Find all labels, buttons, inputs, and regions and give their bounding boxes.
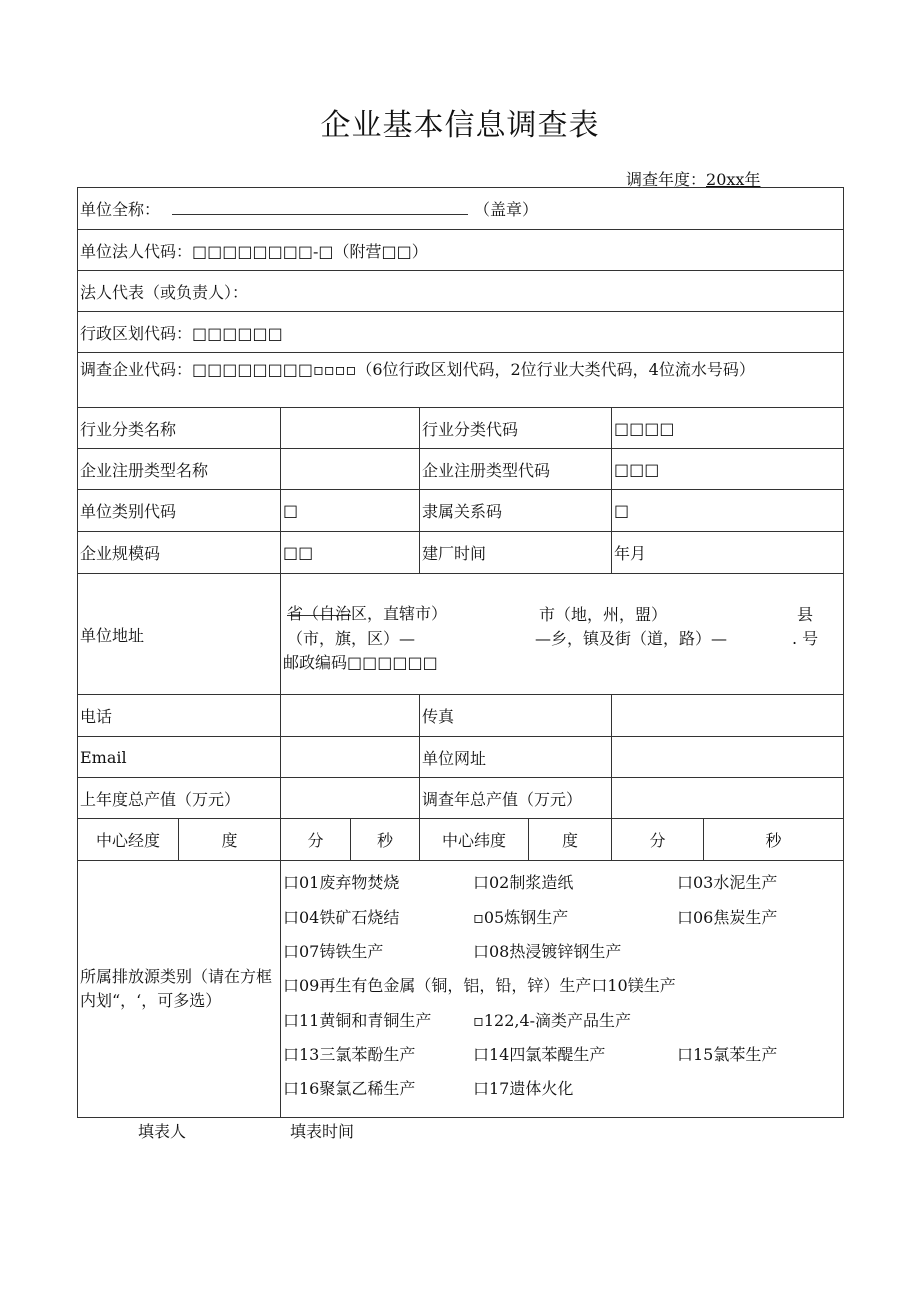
emission-source-options <box>281 861 844 1118</box>
emission-source-label: 所属排放源类别（请在方框内划“，‘，可多选） <box>78 861 281 1118</box>
admin-code-row: 行政区划代码：□□□□□□ <box>78 312 844 353</box>
industry-name-field[interactable] <box>281 408 420 449</box>
unit-name-row <box>78 188 844 230</box>
address-number: . 号 <box>792 629 819 648</box>
source-option[interactable]: 口13三氯苯酚生产 <box>283 1044 416 1064</box>
website-label: 单位网址 <box>420 737 612 778</box>
address-county: 县 <box>797 605 814 624</box>
address-province: 省（自治区，直辖市） <box>287 604 448 623</box>
industry-name-label: 行业分类名称 <box>78 408 281 449</box>
email-label: Email <box>78 737 281 778</box>
scale-field[interactable]: □□ <box>281 532 420 574</box>
build-time-label: 建厂时间 <box>420 532 612 574</box>
source-option[interactable]: 口04铁矿石烧结 <box>283 907 400 927</box>
source-option[interactable]: 口03水泥生产 <box>677 872 778 892</box>
latitude-minute[interactable]: 分 <box>612 819 704 861</box>
unit-name-field[interactable] <box>172 198 468 215</box>
unit-type-label: 单位类别代码 <box>78 490 281 532</box>
longitude-label: 中心经度 <box>78 819 179 861</box>
unit-type-field[interactable]: □ <box>281 490 420 532</box>
latitude-degree[interactable]: 度 <box>529 819 612 861</box>
survey-year-label: 调查年度： <box>626 170 707 189</box>
fax-label: 传真 <box>420 695 612 737</box>
source-option[interactable]: 口07铸铁生产 <box>283 941 384 961</box>
legal-code-row: 单位法人代码：□□□□□□□□-□（附营□□） <box>78 230 844 271</box>
reg-type-code-field[interactable]: □□□ <box>612 449 844 490</box>
survey-year-value: 20xx年 <box>706 170 761 189</box>
source-option[interactable]: 口08热浸镀锌钢生产 <box>473 941 622 961</box>
affiliation-field[interactable]: □ <box>612 490 844 532</box>
industry-code-field[interactable]: □□□□ <box>612 408 844 449</box>
source-option[interactable]: 口15氯苯生产 <box>677 1044 778 1064</box>
filler-label: 填表人 <box>138 1122 187 1141</box>
longitude-minute[interactable]: 分 <box>281 819 351 861</box>
fill-time-label: 填表时间 <box>290 1122 355 1141</box>
longitude-second[interactable]: 秒 <box>351 819 420 861</box>
source-option[interactable]: 口11黄铜和青铜生产 <box>283 1010 432 1030</box>
source-option[interactable]: ▫122,4-滴类产品生产 <box>473 1010 632 1030</box>
address-township: —乡，镇及街（道，路）— <box>535 629 728 648</box>
email-field[interactable] <box>281 737 420 778</box>
source-option[interactable]: 口09再生有色金属（铜，铝，铅，锌）生产口10镁生产 <box>283 975 676 995</box>
phone-field[interactable] <box>281 695 420 737</box>
reg-type-name-label: 企业注册类型名称 <box>78 449 281 490</box>
industry-code-label: 行业分类代码 <box>420 408 612 449</box>
website-field[interactable] <box>612 737 844 778</box>
address-postcode: 邮政编码□□□□□□ <box>283 653 438 672</box>
source-option[interactable]: ▫05炼钢生产 <box>473 907 569 927</box>
survey-output-label: 调查年总产值（万元） <box>420 778 612 819</box>
scale-label: 企业规模码 <box>78 532 281 574</box>
page-title: 企业基本信息调查表 <box>320 108 600 143</box>
last-output-label: 上年度总产值（万元） <box>78 778 281 819</box>
source-option[interactable]: 口02制浆造纸 <box>473 872 574 892</box>
affiliation-label: 隶属关系码 <box>420 490 612 532</box>
latitude-label: 中心纬度 <box>420 819 529 861</box>
address-label: 单位地址 <box>78 574 281 695</box>
unit-name-label: 单位全称： <box>80 200 161 219</box>
survey-code-row: 调查企业代码：□□□□□□□□▫▫▫▫（6位行政区划代码，2位行业大类代码，4位流水号码） <box>78 353 844 408</box>
reg-type-name-field[interactable] <box>281 449 420 490</box>
fax-field[interactable] <box>612 695 844 737</box>
survey-output-field[interactable] <box>612 778 844 819</box>
source-option[interactable]: 口01废弃物焚烧 <box>283 872 400 892</box>
legal-rep-row: 法人代表（或负责人）： <box>78 271 844 312</box>
build-time-field[interactable]: 年月 <box>612 532 844 574</box>
address-county-types: （市，旗，区）— <box>287 629 416 648</box>
latitude-second[interactable]: 秒 <box>704 819 844 861</box>
source-option[interactable]: 口16聚氯乙稀生产 <box>283 1078 416 1098</box>
source-option[interactable]: 口17遗体火化 <box>473 1078 574 1098</box>
address-city: 市（地，州，盟） <box>539 605 668 624</box>
phone-label: 电话 <box>78 695 281 737</box>
survey-form-table <box>77 187 844 1118</box>
address-field[interactable] <box>281 574 844 695</box>
last-output-field[interactable] <box>281 778 420 819</box>
longitude-degree[interactable]: 度 <box>179 819 281 861</box>
source-option[interactable]: 口06焦炭生产 <box>677 907 778 927</box>
source-option[interactable]: 口14四氯苯醍生产 <box>473 1044 606 1064</box>
seal-label: （盖章） <box>474 200 539 219</box>
reg-type-code-label: 企业注册类型代码 <box>420 449 612 490</box>
